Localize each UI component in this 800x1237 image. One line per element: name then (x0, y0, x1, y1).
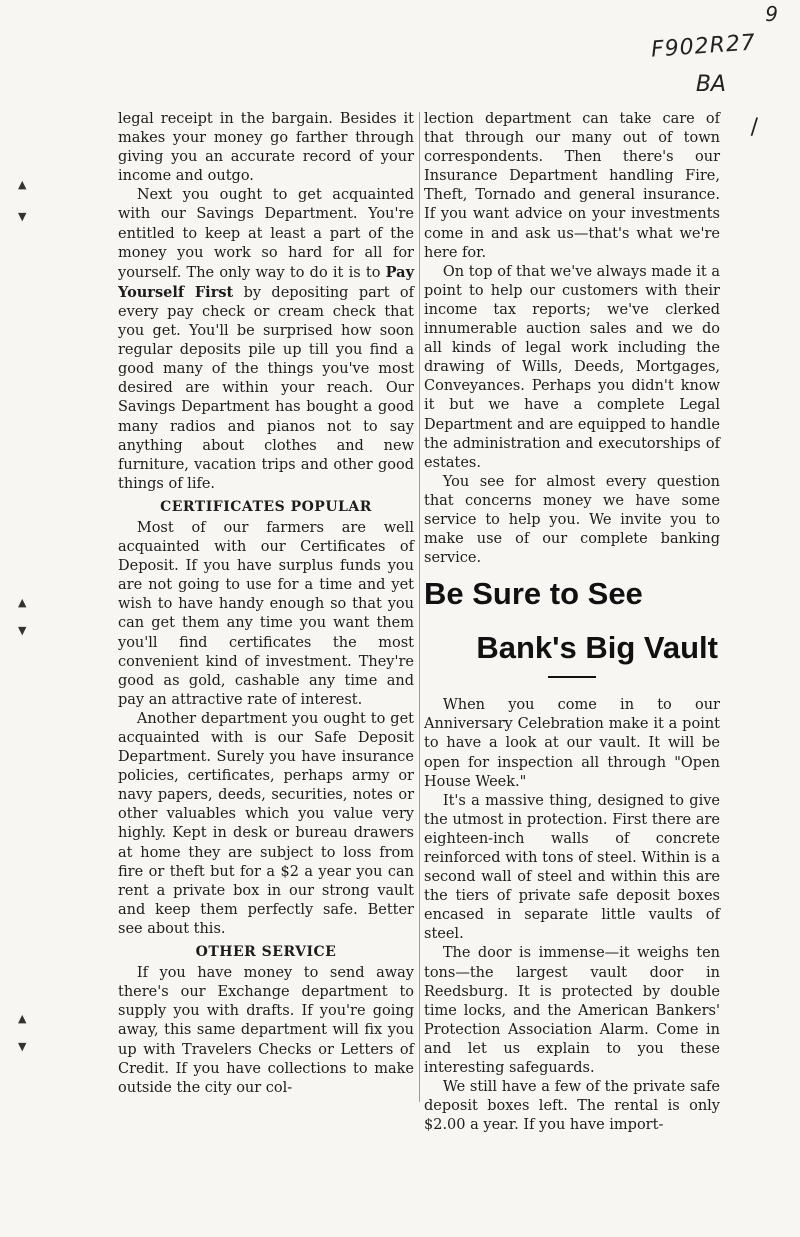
paragraph: lection department can take care of that through our many out of town correspondents. Then there's our Insurance Department handling Fire, Theft, Tornado and general insurance. If you want advice on your investments come in and ask us—that's what we're here for. (424, 111, 720, 261)
paragraph: You see for almost every question that concerns money we have some service to help you. We invite you to make use of our complete banking service. (424, 473, 720, 567)
paragraph: Another department you ought to get acquainted with is our Safe Deposit Department. Surely you have insurance policies, certificates, perhaps army or navy papers, deeds, securities, notes or other valuables which you value very highly. Kept in desk or bureau drawers at home they are subject to loss from fire or theft but for a $2 a year you can rent a private box in our strong vault and keep them perfectly safe. Better see about this. (118, 710, 414, 937)
tick-mark: / (750, 115, 758, 140)
margin-mark-icon: ▼ (18, 210, 27, 223)
margin-mark-icon: ▼ (18, 1040, 27, 1053)
headline-line-2: Bank's Big Vault (476, 630, 718, 666)
paragraph: On top of that we've always made it a point to help our customers with their income tax reports; we've clerked innumerable auction sales and we do all kinds of legal work including the drawing of Wills, Deeds, Mortgages, Conveyances. Perhaps you didn't know it but we have a complete Legal Department and are equipped to handle the administration and executorships of estates. (424, 263, 720, 471)
paragraph (118, 186, 414, 494)
subheading-other-service: OTHER SERVICE (195, 944, 337, 961)
page-number: 9 (765, 2, 778, 26)
catalog-mark-initials: BA (695, 72, 726, 97)
right-column (424, 110, 720, 1135)
margin-mark-icon: ▲ (18, 178, 27, 191)
margin-mark-icon: ▲ (18, 596, 27, 609)
margin-mark-icon: ▼ (18, 624, 27, 637)
margin-mark-icon: ▲ (18, 1012, 27, 1025)
paragraph: The door is immense—it weighs ten tons—the largest vault door in Reedsburg. It is protected by double time locks, and the American Bankers' Protection Association Alarm. Come in and let us explain to you these interesting safeguards. (424, 945, 720, 1077)
left-column (118, 110, 414, 1098)
headline-rule (548, 676, 596, 678)
paragraph: Most of our farmers are well acquainted with our Certificates of Deposit. If you have surplus funds you are not going to use for a time and yet wish to have handy enough so that you can get them any time you want them you'll find certificates the most convenient kind of investment. They're good as gold, cashable any time and pay an attractive rate of interest. (118, 519, 414, 708)
subheading-certificates: CERTIFICATES POPULAR (160, 498, 372, 515)
paragraph: When you come in to our Anniversary Celebration make it a point to have a look at our vault. It will be open for inspection all through "Open House Week." (424, 697, 720, 790)
column-divider (419, 112, 420, 1102)
catalog-mark-handwritten: F902R27 (650, 30, 757, 63)
paragraph-text: by depositing part of every pay check or cream check that you get. You'll be surprised how soon regular deposits pile up till you find a good many of the things you've most desired are within your reach. Our Savings Department has bought a good many radios and pianos not to say anything about clothes and new furniture, vacation trips and other good things of life. (118, 284, 414, 492)
headline-line-1: Be Sure to See (424, 576, 643, 612)
paragraph: It's a massive thing, designed to give the utmost in protection. First there are eighteen-inch walls of concrete reinforced with tons of steel. Within is a second wall of steel and within this are the tiers of private safe deposit boxes encased in separate little vaults of steel. (424, 792, 720, 943)
paragraph-text: Next you ought to get acquainted with our Savings Department. You're entitled to keep at least a part of the money you work so hard for all for yourself. The only way to do it is to (118, 187, 414, 281)
paragraph: We still have a few of the private safe deposit boxes left. The rental is only $2.00 a year. If you have import- (424, 1079, 720, 1134)
emphasis-text: Pay Yourself First (118, 263, 414, 301)
paragraph: If you have money to send away there's our Exchange department to supply you with drafts. If you're going away, this same department will fix you up with Travelers Checks or Letters of Credit. If you have collections to make outside the city our col- (118, 965, 414, 1096)
paragraph: legal receipt in the bargain. Besides it makes your money go farther through giving you an accurate record of your income and outgo. (118, 111, 414, 185)
